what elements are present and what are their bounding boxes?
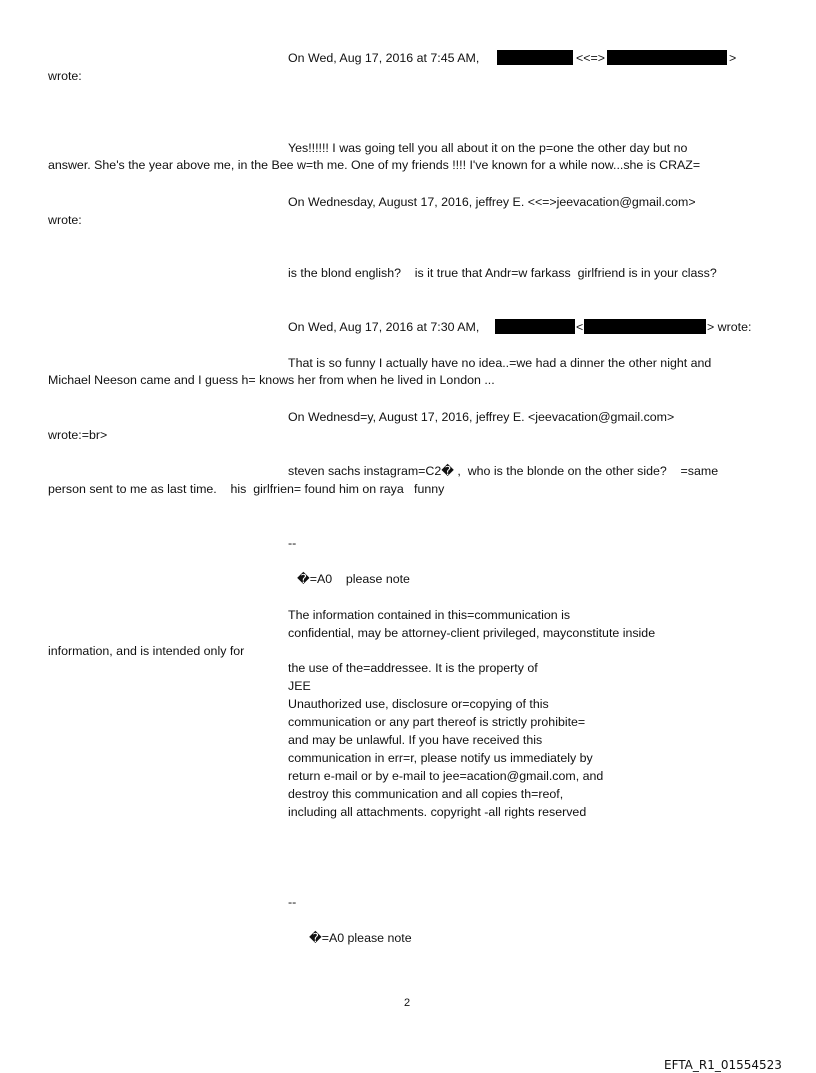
signature-separator: -- [288, 895, 297, 909]
disclaimer-line: and may be unlawful. If you have received this [288, 733, 543, 747]
message-line: steven sachs instagram=C2� , who is the blonde on the other side? =same [288, 464, 719, 478]
disclaimer-line: communication or any part thereof is strictly prohibite= [288, 715, 586, 729]
disclaimer-line: information, and is intended only for [48, 644, 245, 658]
disclaimer-line: return e-mail or by e-mail to jee=acation@gmail.com, and [288, 769, 604, 783]
message-line: That is so funny I actually have no idea..=we had a dinner the other night and [288, 356, 712, 370]
disclaimer-line: communication in err=r, please notify us immediately by [288, 751, 593, 765]
email-header-wrote: > wrote: [707, 320, 752, 334]
page-number: 2 [404, 997, 411, 1009]
disclaimer-line: The information contained in this=communication is [288, 608, 571, 622]
email-header-wrote: wrote:=br> [48, 428, 108, 442]
redaction-bar [495, 319, 575, 334]
email-header-bracket-close: > [729, 51, 737, 65]
bates-number: EFTA_R1_01554523 [664, 1058, 782, 1072]
redaction-bar [584, 319, 706, 334]
email-header-date: On Wed, Aug 17, 2016 at 7:45 AM, [288, 51, 480, 65]
disclaimer-line: confidential, may be attorney-client privileged, mayconstitute inside [288, 626, 656, 640]
signature-separator: -- [288, 536, 297, 550]
disclaimer-line: including all attachments. copyright -all rights reserved [288, 805, 587, 819]
redaction-bar [607, 50, 727, 65]
message-line: is the blond english? is it true that Andr=w farkass girlfriend is in your class? [288, 266, 717, 280]
email-header-bracket: <<=> [576, 51, 605, 65]
disclaimer-line: Unauthorized use, disclosure or=copying of this [288, 697, 549, 711]
message-line: Michael Neeson came and I guess h= knows her from when he lived in London ... [48, 373, 495, 387]
message-line: answer. She's the year above me, in the Bee w=th me. One of my friends !!!! I've known for a while now...she is CRAZ= [48, 158, 701, 172]
please-note-line: �=A0 please note [309, 931, 412, 945]
disclaimer-line: the use of the=addressee. It is the property of [288, 661, 538, 675]
disclaimer-line: destroy this communication and all copies th=reof, [288, 787, 564, 801]
message-line: person sent to me as last time. his girlfrien= found him on raya funny [48, 482, 445, 496]
disclaimer-line: JEE [288, 679, 311, 693]
email-header-bracket: < [576, 320, 584, 334]
redaction-bar [497, 50, 573, 65]
email-header: On Wednesday, August 17, 2016, jeffrey E. <<=>jeevacation@gmail.com> [288, 195, 696, 209]
email-header: On Wednesd=y, August 17, 2016, jeffrey E. <jeevacation@gmail.com> [288, 410, 675, 424]
email-header-wrote: wrote: [48, 213, 82, 227]
email-header-date: On Wed, Aug 17, 2016 at 7:30 AM, [288, 320, 480, 334]
email-header-wrote: wrote: [48, 69, 82, 83]
message-line: Yes!!!!!! I was going tell you all about it on the p=one the other day but no [288, 141, 688, 155]
please-note-line: �=A0 please note [297, 572, 410, 586]
